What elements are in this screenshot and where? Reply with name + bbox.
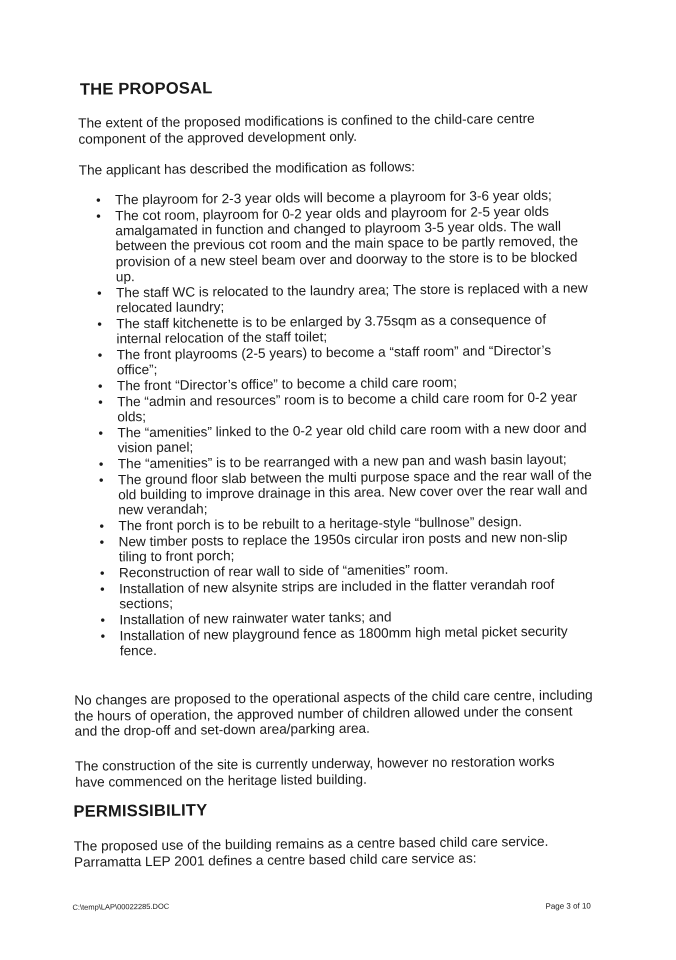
list-item [95,467,595,518]
proposal-intro: The extent of the proposed modifications is confined to the child-care centre component of the approved development only. [78,110,535,147]
list-item-text: The “admin and resources” room is to become a child care room for 0-2 year olds; [117,389,578,425]
bullet-icon: • [96,208,101,224]
bullet-icon: • [98,425,104,441]
list-item-text: The “amenities” linked to the 0-2 year old child care room with a new door and vision panel; [117,420,587,456]
construction-paragraph: The construction of the site is currently underway, however no restoration works have commenced on the heritage listed building. [74,753,555,790]
bullet-icon: • [99,565,105,581]
list-item [92,203,593,285]
bullet-icon: • [98,456,104,472]
permissibility-heading: PERMISSIBILITY [73,801,208,821]
list-item-text: The staff WC is relocated to the laundry area; The store is replaced with a new relocated laundry; [115,280,588,316]
list-item-text: Installation of new alsynite strips are included in the flatter verandah roof sections; [119,576,555,612]
list-item [93,280,593,316]
bullet-icon: • [100,612,106,628]
bullet-icon: • [97,378,103,394]
list-item-text: The ground floor slab between the multi purpose space and the rear wall of the old building to improve drainage in this area. New cover over the rear wall and new verandah; [117,467,592,518]
list-item-text: The front porch is to be rebuilt to a heritage-style “bullnose” design. [118,514,523,534]
operations-paragraph: No changes are proposed to the operational aspects of the child care centre, including the hours of operation, the approved number of children allowed under the consent and the drop-off and set-down area/parking area. [74,687,593,739]
modification-list [92,187,597,659]
list-item-text: The “amenities” is to be rearranged with a new pan and wash basin layout; [117,451,567,472]
proposal-heading: THE PROPOSAL [79,79,213,99]
bullet-icon: • [98,472,104,488]
list-item [94,389,594,425]
list-item [93,311,593,347]
list-item-text: The cot room, playroom for 0-2 year olds and playroom for 2-5 year olds amalgamated in function and changed to playroom 3-5 year olds. The wall between the previous cot room and the main space to be partly removed, the provision of a new steel beam over and doorway to the store is to be blocked up. [115,203,579,285]
bullet-icon: • [97,316,102,332]
list-item-text: The staff kitchenette is to be enlarged by 3.75sqm as a consequence of internal relocation of the staff toilet; [116,311,547,347]
list-item-text: The front “Director’s office” to become a child care room; [116,374,458,394]
list-item [94,420,594,456]
bullet-icon: • [99,518,105,534]
bullet-icon: • [97,347,103,363]
list-item [96,576,596,612]
list-item [94,342,594,378]
list-item-text: The playroom for 2-3 year olds will become a playroom for 3-6 year olds; [114,187,552,208]
list-item [97,623,597,659]
bullet-icon: • [95,192,101,208]
list-item-text: The front playrooms (2-5 years) to become a “staff room” and “Director’s office”; [116,342,552,378]
footer-page-number: Page 3 of 10 [545,901,591,911]
proposal-lead: The applicant has described the modification as follows: [78,159,416,178]
bullet-icon: • [100,628,106,644]
list-item-text: Reconstruction of rear wall to side of “amenities” room. [118,561,449,581]
list-item-text: New timber posts to replace the 1950s circular iron posts and new non-slip tiling to front porch; [118,529,568,565]
list-item-text: Installation of new playground fence as 1800mm high metal picket security fence. [119,623,568,659]
bullet-icon: • [99,534,105,550]
list-item [96,529,596,565]
footer-file-path: C:\temp\LAP\00022285.DOC [72,901,170,912]
bullet-icon: • [100,581,105,597]
bullet-icon: • [98,394,103,410]
permissibility-paragraph: The proposed use of the building remains as a centre based child care service. Parramatta LEP 2001 defines a centre based child care service as: [73,833,549,870]
list-item-text: Installation of new rainwater water tanks; and [119,609,392,628]
bullet-icon: • [96,285,102,301]
